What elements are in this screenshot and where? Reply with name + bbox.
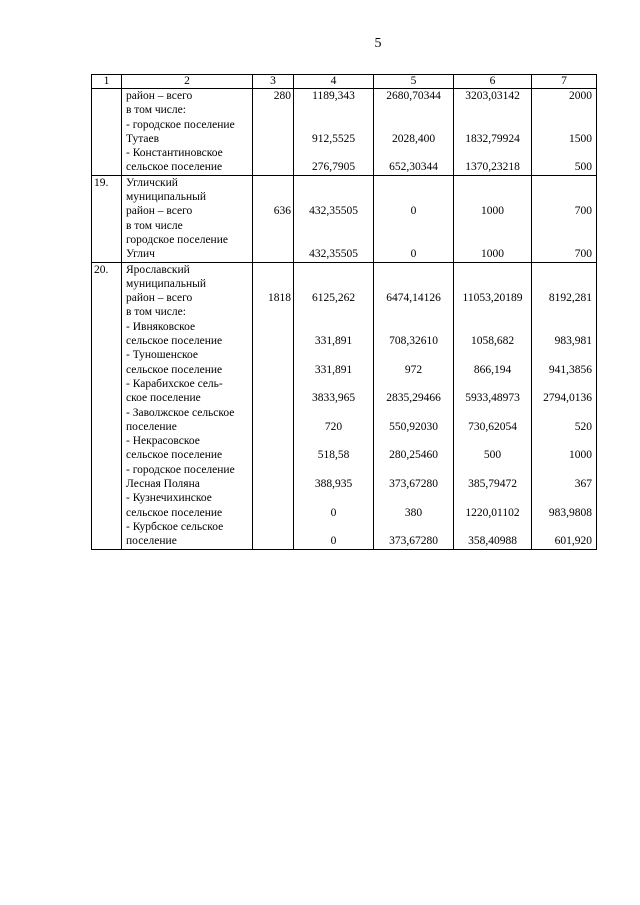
- cell-line: 2680,70344: [386, 90, 441, 102]
- cell-line: [374, 491, 453, 505]
- cell-line: [253, 420, 293, 434]
- cell-line: 373,67280: [389, 535, 438, 548]
- cell-line: поселение: [126, 535, 177, 548]
- cell-line: [374, 377, 453, 391]
- cell-line: - Карабихское сель-: [126, 377, 223, 390]
- cell-line: 373,67280: [389, 478, 438, 491]
- cell-line: [253, 160, 293, 174]
- cell-line: - Курбское сельское: [126, 520, 224, 533]
- cell-line: [532, 118, 596, 132]
- cell-line: [253, 190, 293, 204]
- cell-line: [454, 103, 531, 117]
- cell-line: [92, 146, 121, 160]
- cell-line: [454, 176, 531, 190]
- cell-line: [92, 320, 121, 334]
- cell-line: 432,35505: [309, 205, 358, 218]
- cell-line: 2028,400: [391, 132, 436, 145]
- cell-line: [454, 277, 531, 291]
- cell-line: 2835,29466: [386, 392, 441, 405]
- cell-line: [454, 219, 531, 233]
- cell-line: 0: [330, 535, 337, 548]
- cell-line: 432,35505: [309, 248, 358, 261]
- cell-line: [92, 291, 121, 305]
- cell-line: 0: [330, 506, 337, 519]
- cell-line: [532, 263, 596, 277]
- cell-line: [253, 118, 293, 132]
- cell-line: 700: [574, 248, 592, 261]
- table-cell-col6: [454, 262, 532, 549]
- table-header-row: [92, 75, 597, 89]
- cell-line: 1000: [569, 449, 592, 462]
- cell-line: [374, 348, 453, 362]
- cell-line: 1058,682: [470, 335, 515, 348]
- cell-line: 983,9808: [548, 506, 592, 519]
- cell-line: сельское поселение: [126, 449, 223, 462]
- cell-line: в том числе:: [126, 306, 186, 319]
- cell-line: [253, 506, 293, 520]
- cell-line: 983,981: [554, 335, 592, 348]
- cell-line: [374, 406, 453, 420]
- cell-line: [294, 377, 373, 391]
- cell-line: [374, 277, 453, 291]
- cell-line: [532, 377, 596, 391]
- table-cell-col3: [253, 89, 294, 176]
- cell-line: 941,3856: [548, 363, 592, 376]
- cell-line: Угличский: [126, 176, 178, 189]
- cell-line: 358,40988: [468, 535, 517, 548]
- cell-line: [92, 219, 121, 233]
- cell-line: сельское поселение: [126, 363, 223, 376]
- cell-line: 276,7905: [311, 161, 356, 174]
- cell-line: [92, 377, 121, 391]
- cell-line: [92, 89, 121, 103]
- cell-line: [253, 233, 293, 247]
- cell-line: [294, 305, 373, 319]
- cell-line: [294, 520, 373, 534]
- cell-line: [253, 334, 293, 348]
- cell-line: 367: [574, 478, 592, 491]
- cell-line: [92, 233, 121, 247]
- header-cell: 1: [92, 75, 122, 89]
- table-row: [92, 262, 597, 549]
- cell-line: [374, 219, 453, 233]
- cell-line: 20.: [94, 263, 109, 276]
- cell-line: Ярославский: [126, 263, 190, 276]
- cell-line: 19.: [94, 176, 109, 189]
- cell-line: Лесная Поляна: [126, 478, 200, 491]
- cell-line: 331,891: [314, 363, 353, 376]
- cell-line: 652,30344: [389, 161, 438, 174]
- table-cell-col3: [253, 262, 294, 549]
- cell-line: [253, 406, 293, 420]
- cell-line: - Кузнечихинское: [126, 492, 212, 505]
- cell-line: Тутаев: [126, 132, 160, 145]
- cell-line: район – всего: [126, 90, 193, 102]
- cell-line: [253, 176, 293, 190]
- cell-line: 280,25460: [389, 449, 438, 462]
- cell-line: 520: [574, 420, 592, 433]
- cell-line: 0: [410, 205, 417, 218]
- cell-line: [374, 190, 453, 204]
- cell-line: [92, 434, 121, 448]
- cell-line: 730,62054: [468, 420, 517, 433]
- cell-line: [253, 247, 293, 261]
- cell-line: 912,5525: [311, 132, 356, 145]
- cell-line: [294, 406, 373, 420]
- cell-line: [253, 520, 293, 534]
- cell-line: [454, 118, 531, 132]
- cell-line: 1000: [481, 248, 504, 261]
- cell-line: [92, 277, 121, 291]
- cell-line: [294, 190, 373, 204]
- table-cell-col1: [92, 89, 122, 176]
- cell-line: [92, 103, 121, 117]
- cell-line: [92, 118, 121, 132]
- cell-line: 700: [574, 205, 592, 218]
- cell-line: [532, 348, 596, 362]
- cell-line: 2000: [569, 90, 592, 102]
- cell-line: [92, 491, 121, 505]
- table-cell-col7: [532, 175, 597, 262]
- cell-line: 6125,262: [311, 292, 356, 305]
- cell-line: [253, 320, 293, 334]
- cell-line: [532, 305, 596, 319]
- cell-line: 1818: [268, 292, 291, 305]
- cell-line: [253, 348, 293, 362]
- cell-line: [454, 146, 531, 160]
- cell-line: [253, 448, 293, 462]
- cell-line: [92, 363, 121, 377]
- cell-line: [294, 118, 373, 132]
- table-cell-col2: [122, 262, 253, 549]
- cell-line: [532, 406, 596, 420]
- cell-line: 1189,343: [312, 90, 355, 102]
- cell-line: [294, 263, 373, 277]
- cell-line: [532, 233, 596, 247]
- cell-line: [294, 219, 373, 233]
- cell-line: 1220,01102: [465, 506, 520, 519]
- cell-line: [374, 118, 453, 132]
- cell-line: 550,92030: [389, 420, 438, 433]
- cell-line: [454, 406, 531, 420]
- cell-line: [92, 448, 121, 462]
- header-cell: 3: [253, 75, 294, 89]
- cell-line: 3203,03142: [465, 90, 520, 102]
- cell-line: сельское поселение: [126, 161, 223, 174]
- cell-line: 720: [324, 420, 343, 433]
- table-cell-col5: [374, 262, 454, 549]
- table-cell-col6: [454, 89, 532, 176]
- cell-line: [253, 463, 293, 477]
- cell-line: [374, 320, 453, 334]
- cell-line: [253, 434, 293, 448]
- cell-line: [253, 263, 293, 277]
- cell-line: [532, 320, 596, 334]
- header-cell: 4: [294, 75, 374, 89]
- cell-line: поселение: [126, 420, 177, 433]
- cell-line: [253, 277, 293, 291]
- cell-line: 331,891: [314, 335, 353, 348]
- cell-line: 280: [273, 90, 291, 102]
- cell-line: [253, 219, 293, 233]
- cell-line: ское поселение: [126, 392, 201, 405]
- cell-line: [374, 263, 453, 277]
- cell-line: [294, 348, 373, 362]
- cell-line: [253, 491, 293, 505]
- cell-line: [454, 377, 531, 391]
- cell-line: [92, 132, 121, 146]
- cell-line: [532, 146, 596, 160]
- cell-line: [532, 176, 596, 190]
- cell-line: 500: [574, 161, 592, 174]
- cell-line: [532, 277, 596, 291]
- cell-line: муниципальный: [126, 191, 207, 204]
- header-cell: 5: [374, 75, 454, 89]
- cell-line: 11053,20189: [462, 292, 523, 305]
- table-cell-col7: [532, 262, 597, 549]
- table-cell-col1: [92, 262, 122, 549]
- cell-line: [294, 491, 373, 505]
- cell-line: [92, 406, 121, 420]
- table-cell-col7: [532, 89, 597, 176]
- cell-line: - Туношенское: [126, 349, 199, 362]
- cell-line: [92, 204, 121, 218]
- cell-line: 708,32610: [389, 335, 438, 348]
- cell-line: [253, 305, 293, 319]
- cell-line: [92, 520, 121, 534]
- cell-line: 601,920: [554, 535, 592, 548]
- cell-line: [92, 477, 121, 491]
- cell-line: 1000: [481, 205, 504, 218]
- cell-line: [294, 233, 373, 247]
- cell-line: [454, 190, 531, 204]
- cell-line: [92, 348, 121, 362]
- cell-line: [92, 247, 121, 261]
- cell-line: [294, 103, 373, 117]
- cell-line: [92, 305, 121, 319]
- cell-line: [454, 463, 531, 477]
- cell-line: [454, 348, 531, 362]
- table-cell-col2: [122, 89, 253, 176]
- cell-line: 6474,14126: [386, 292, 441, 305]
- cell-line: [454, 320, 531, 334]
- cell-line: 5933,48973: [465, 392, 520, 405]
- cell-line: [454, 233, 531, 247]
- table-cell-col4: [294, 262, 374, 549]
- header-cell: 7: [532, 75, 597, 89]
- cell-line: Углич: [126, 248, 155, 261]
- cell-line: [374, 434, 453, 448]
- cell-line: [454, 434, 531, 448]
- data-table: [91, 74, 597, 550]
- cell-line: 1832,79924: [465, 132, 520, 145]
- table-cell-col5: [374, 89, 454, 176]
- cell-line: - Ивняковское: [126, 320, 196, 333]
- cell-line: район – всего: [126, 292, 193, 305]
- cell-line: 385,79472: [468, 478, 517, 491]
- page-number: 5: [374, 36, 382, 51]
- cell-line: [92, 420, 121, 434]
- cell-line: [374, 103, 453, 117]
- cell-line: 1370,23218: [465, 161, 520, 174]
- cell-line: [454, 305, 531, 319]
- cell-line: 388,935: [314, 478, 353, 491]
- table-body: [92, 75, 597, 550]
- cell-line: - городское поселение: [126, 463, 235, 476]
- cell-line: 500: [483, 449, 502, 462]
- cell-line: [532, 190, 596, 204]
- cell-line: 8192,281: [548, 292, 592, 305]
- table-row: [92, 175, 597, 262]
- cell-line: городское поселение: [126, 233, 228, 246]
- cell-line: 972: [404, 363, 423, 376]
- cell-line: [374, 463, 453, 477]
- cell-line: - городское поселение: [126, 118, 235, 131]
- cell-line: [294, 146, 373, 160]
- cell-line: в том числе:: [126, 104, 186, 117]
- cell-line: 866,194: [473, 363, 512, 376]
- cell-line: 636: [273, 205, 291, 218]
- cell-line: - Константиновское: [126, 147, 223, 160]
- cell-line: 2794,0136: [543, 392, 592, 405]
- cell-line: [92, 190, 121, 204]
- table-cell-col6: [454, 175, 532, 262]
- cell-line: [294, 277, 373, 291]
- cell-line: [253, 103, 293, 117]
- cell-line: район – всего: [126, 205, 193, 218]
- cell-line: [253, 132, 293, 146]
- cell-line: [532, 434, 596, 448]
- cell-line: 518,58: [317, 449, 350, 462]
- cell-line: сельское поселение: [126, 506, 223, 519]
- cell-line: [532, 103, 596, 117]
- cell-line: [253, 534, 293, 548]
- cell-line: [92, 391, 121, 405]
- table-cell-col1: [92, 175, 122, 262]
- cell-line: [92, 160, 121, 174]
- cell-line: 380: [404, 506, 423, 519]
- cell-line: [253, 391, 293, 405]
- cell-line: [294, 434, 373, 448]
- cell-line: - Некрасовское: [126, 435, 200, 448]
- cell-line: [374, 233, 453, 247]
- cell-line: [532, 219, 596, 233]
- cell-line: [374, 146, 453, 160]
- header-cell: 2: [122, 75, 253, 89]
- cell-line: [374, 176, 453, 190]
- header-cell: 6: [454, 75, 532, 89]
- cell-line: [532, 520, 596, 534]
- cell-line: [253, 363, 293, 377]
- cell-line: муниципальный: [126, 277, 207, 290]
- cell-line: [253, 477, 293, 491]
- cell-line: в том числе: [126, 219, 183, 232]
- cell-line: [92, 463, 121, 477]
- cell-line: [294, 176, 373, 190]
- table-row: [92, 89, 597, 176]
- cell-line: - Заволжское сельское: [126, 406, 235, 419]
- cell-line: [253, 146, 293, 160]
- table-cell-col5: [374, 175, 454, 262]
- cell-line: [454, 263, 531, 277]
- table-cell-col2: [122, 175, 253, 262]
- cell-line: [374, 305, 453, 319]
- cell-line: [92, 506, 121, 520]
- cell-line: [532, 491, 596, 505]
- cell-line: [454, 520, 531, 534]
- cell-line: 1500: [569, 132, 592, 145]
- cell-line: [253, 377, 293, 391]
- cell-line: 0: [410, 248, 417, 261]
- table-cell-col4: [294, 89, 374, 176]
- cell-line: [532, 463, 596, 477]
- cell-line: [92, 534, 121, 548]
- cell-line: [374, 520, 453, 534]
- cell-line: [294, 463, 373, 477]
- cell-line: сельское поселение: [126, 335, 223, 348]
- cell-line: [92, 334, 121, 348]
- table-cell-col4: [294, 175, 374, 262]
- cell-line: [454, 491, 531, 505]
- table-cell-col3: [253, 175, 294, 262]
- cell-line: [294, 320, 373, 334]
- cell-line: 3833,965: [311, 392, 356, 405]
